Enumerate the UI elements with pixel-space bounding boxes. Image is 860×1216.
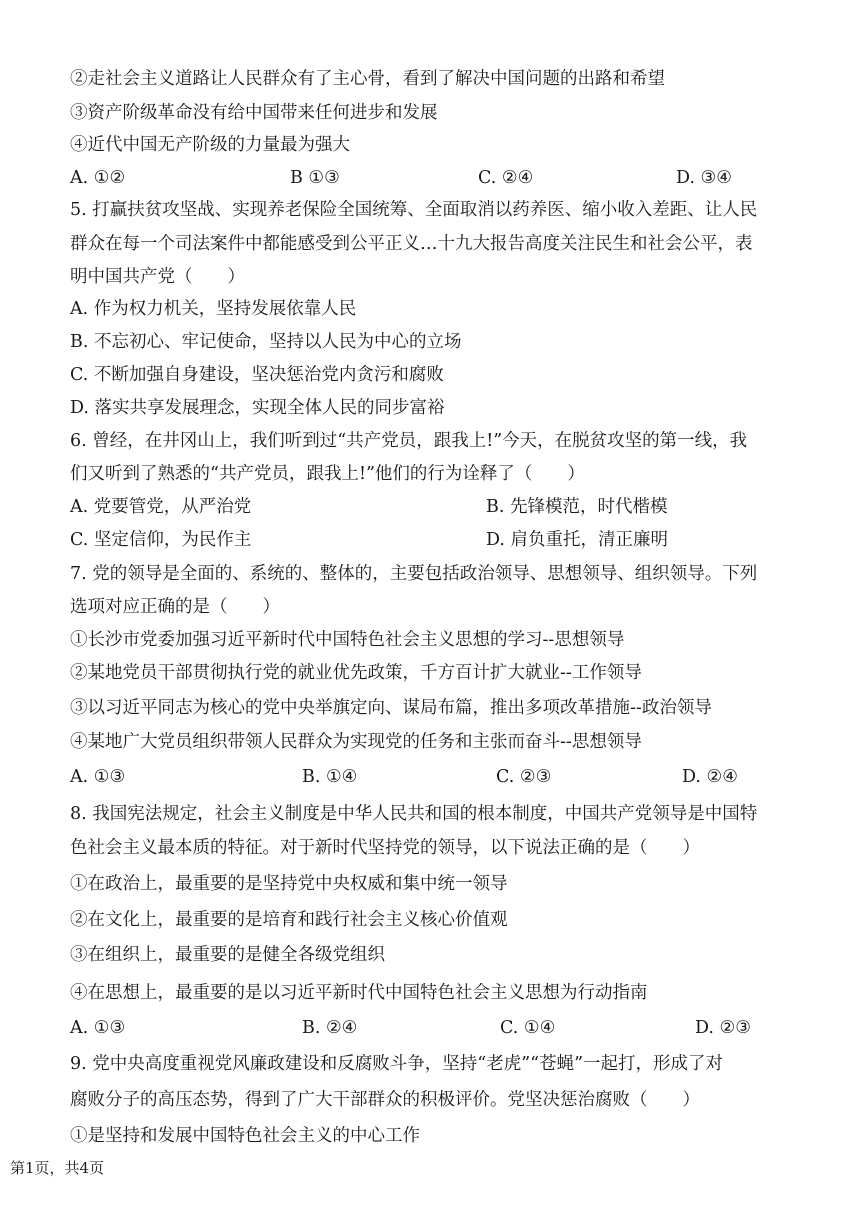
q8-stem-2: 色社会主义最本质的特征。对于新时代坚持党的领导，以下说法正确的是（ ） bbox=[70, 838, 700, 858]
q6-option-d[interactable]: D. 肩负重托，清正廉明 bbox=[486, 530, 669, 550]
q6-option-c[interactable]: C. 坚定信仰，为民作主 bbox=[70, 530, 252, 550]
q6-stem-1: 6. 曾经，在井冈山上，我们听到过“共产党员，跟我上!”今天，在脱贫攻坚的第一线，我 bbox=[70, 431, 748, 451]
q5-stem-3: 明中国共产党（ ） bbox=[70, 267, 245, 287]
q4-item-3: ③资产阶级革命没有给中国带来任何进步和发展 bbox=[70, 103, 438, 123]
q7-item-1: ①长沙市党委加强习近平新时代中国特色社会主义思想的学习--思想领导 bbox=[70, 630, 625, 650]
q6-stem-2: 们又听到了熟悉的“共产党员，跟我上!”他们的行为诠释了（ ） bbox=[70, 464, 585, 484]
q6-option-b[interactable]: B. 先锋模范，时代楷模 bbox=[486, 497, 668, 517]
q7-option-d[interactable]: D. ②④ bbox=[682, 767, 738, 787]
q8-item-2: ②在文化上，最重要的是培育和践行社会主义核心价值观 bbox=[70, 910, 508, 930]
q6-options-row1 bbox=[70, 495, 770, 519]
q7-stem-1: 7. 党的领导是全面的、系统的、整体的，主要包括政治领导、思想领导、组织领导。下列 bbox=[70, 564, 758, 584]
q4-option-a[interactable]: A. ①② bbox=[70, 168, 126, 188]
q5-option-d[interactable]: D. 落实共享发展理念，实现全体人民的同步富裕 bbox=[70, 398, 445, 418]
q7-option-a[interactable]: A. ①③ bbox=[70, 767, 126, 787]
q8-item-1: ①在政治上，最重要的是坚持党中央权威和集中统一领导 bbox=[70, 874, 508, 894]
q6-option-a[interactable]: A. 党要管党，从严治党 bbox=[70, 497, 252, 517]
q5-stem-2: 群众在每一个司法案件中都能感受到公平正义…十九大报告高度关注民生和社会公平，表 bbox=[70, 234, 753, 254]
q5-option-b[interactable]: B. 不忘初心、牢记使命，坚持以人民为中心的立场 bbox=[70, 332, 462, 352]
page-footer: 第1页，共4页 bbox=[10, 1159, 105, 1177]
q4-item-4: ④近代中国无产阶级的力量最为强大 bbox=[70, 135, 350, 155]
q7-stem-2: 选项对应正确的是（ ） bbox=[70, 597, 280, 617]
q5-option-a[interactable]: A. 作为权力机关，坚持发展依靠人民 bbox=[70, 299, 357, 319]
q8-option-b[interactable]: B. ②④ bbox=[302, 1018, 358, 1038]
q7-item-3: ③以习近平同志为核心的党中央举旗定向、谋局布篇，推出多项改革措施--政治领导 bbox=[70, 698, 712, 718]
q8-options bbox=[70, 1016, 770, 1040]
q7-item-4: ④某地广大党员组织带领人民群众为实现党的任务和主张而奋斗--思想领导 bbox=[70, 732, 642, 752]
q7-option-b[interactable]: B. ①④ bbox=[302, 767, 358, 787]
q8-item-3: ③在组织上，最重要的是健全各级党组织 bbox=[70, 945, 385, 965]
q8-item-4: ④在思想上，最重要的是以习近平新时代中国特色社会主义思想为行动指南 bbox=[70, 983, 648, 1003]
q8-option-c[interactable]: C. ①④ bbox=[500, 1018, 556, 1038]
q4-option-c[interactable]: C. ②④ bbox=[478, 168, 534, 188]
q8-stem-1: 8. 我国宪法规定，社会主义制度是中华人民共和国的根本制度，中国共产党领导是中国特 bbox=[70, 804, 758, 824]
q7-item-2: ②某地党员干部贯彻执行党的就业优先政策，千方百计扩大就业--工作领导 bbox=[70, 663, 642, 683]
q4-item-2: ②走社会主义道路让人民群众有了主心骨，看到了解决中国问题的出路和希望 bbox=[70, 69, 665, 89]
q4-option-b[interactable]: B ①③ bbox=[290, 168, 340, 188]
q9-item-1: ①是坚持和发展中国特色社会主义的中心工作 bbox=[70, 1126, 420, 1146]
q5-option-c[interactable]: C. 不断加强自身建设，坚决惩治党内贪污和腐败 bbox=[70, 365, 444, 385]
q4-options bbox=[70, 166, 770, 190]
q5-stem-1: 5. 打赢扶贫攻坚战、实现养老保险全国统筹、全面取消以药养医、缩小收入差距、让人民 bbox=[70, 200, 758, 220]
q4-option-d[interactable]: D. ③④ bbox=[676, 168, 732, 188]
q6-options-row2 bbox=[70, 528, 770, 552]
q9-stem-1: 9. 党中央高度重视党风廉政建设和反腐败斗争，坚持“老虎”“苍蝇”一起打，形成了对 bbox=[70, 1054, 724, 1074]
q7-options bbox=[70, 765, 770, 789]
q9-stem-2: 腐败分子的高压态势，得到了广大干部群众的积极评价。党坚决惩治腐败（ ） bbox=[70, 1090, 700, 1110]
q7-option-c[interactable]: C. ②③ bbox=[496, 767, 552, 787]
q8-option-a[interactable]: A. ①③ bbox=[70, 1018, 126, 1038]
q8-option-d[interactable]: D. ②③ bbox=[695, 1018, 751, 1038]
